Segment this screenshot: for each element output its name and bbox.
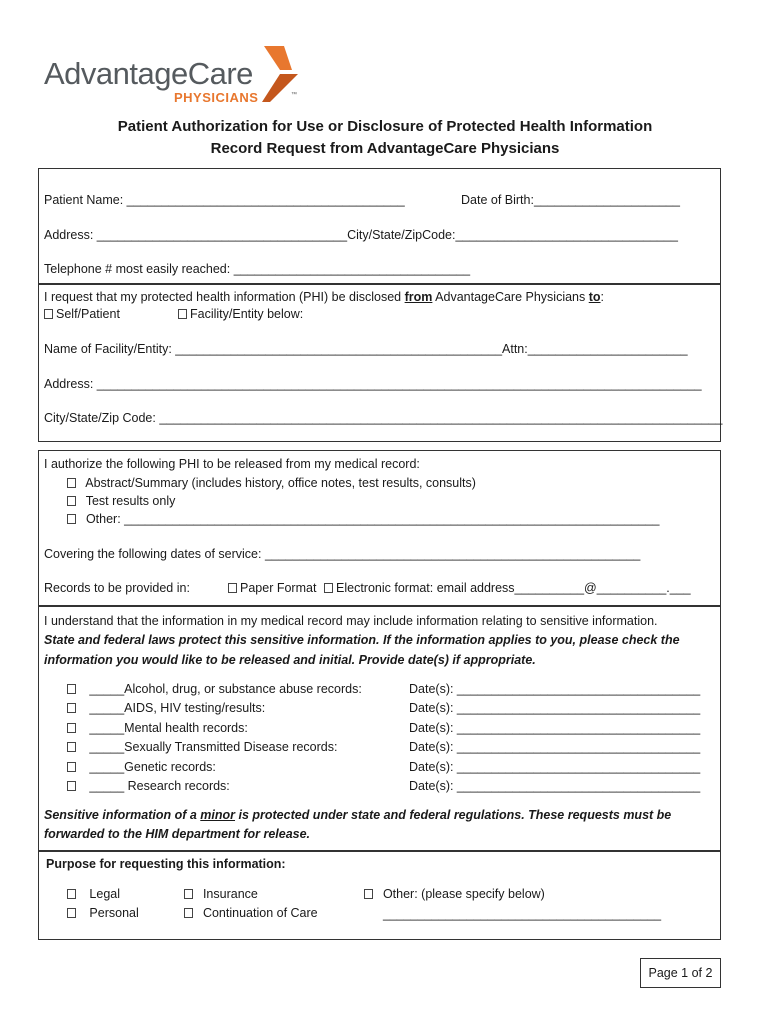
- checkbox[interactable]: [364, 889, 373, 899]
- checkbox[interactable]: [67, 742, 76, 752]
- sensitive-date-aids[interactable]: Date(s): ___________________________________: [409, 701, 701, 715]
- checkbox[interactable]: [178, 309, 187, 319]
- telephone-field[interactable]: Telephone # most easily reached: __________________________________: [44, 262, 471, 276]
- checkbox[interactable]: [67, 908, 76, 918]
- purpose-legal-option[interactable]: Legal: [67, 886, 120, 902]
- checkbox[interactable]: [67, 781, 76, 791]
- purpose-personal-option[interactable]: Personal: [67, 905, 139, 921]
- checkbox[interactable]: [67, 762, 76, 772]
- phi-item-test-results[interactable]: Test results only: [67, 493, 175, 509]
- phi-item-abstract[interactable]: Abstract/Summary (includes history, office notes, test results, consults): [67, 475, 476, 491]
- purpose-insurance-option[interactable]: Insurance: [184, 886, 258, 902]
- facility-name-field[interactable]: Name of Facility/Entity: _______________________________________________Attn:_______________________: [44, 342, 688, 356]
- checkbox[interactable]: [67, 703, 76, 713]
- form-subtitle: Record Request from AdvantageCare Physicians: [210, 140, 560, 157]
- sensitive-item-std[interactable]: _____Sexually Transmitted Disease records:: [67, 739, 337, 755]
- phi-item-other[interactable]: Other: _____________________________________________________________________________: [67, 511, 659, 527]
- dates-of-service-field[interactable]: Covering the following dates of service: ______________________________________________________: [44, 547, 641, 561]
- checkbox[interactable]: [228, 583, 237, 593]
- sensitive-notice-1: State and federal laws protect this sensitive information. If the information applies to you, please check the: [44, 633, 680, 647]
- facility-city-field[interactable]: City/State/Zip Code: _________________________________________________________________________________: [44, 411, 723, 425]
- records-format-label: Records to be provided in:: [44, 581, 190, 595]
- sensitive-date-research[interactable]: Date(s): ___________________________________: [409, 779, 701, 793]
- checkbox[interactable]: [67, 496, 76, 506]
- sensitive-date-substance[interactable]: Date(s): ___________________________________: [409, 682, 701, 696]
- phi-intro: I authorize the following PHI to be released from my medical record:: [44, 457, 420, 471]
- facility-option[interactable]: Facility/Entity below:: [178, 306, 303, 322]
- sensitive-item-substance[interactable]: _____Alcohol, drug, or substance abuse records:: [67, 681, 362, 697]
- logo-wordmark: AdvantageCare: [44, 56, 253, 91]
- checkbox[interactable]: [67, 889, 76, 899]
- checkbox[interactable]: [44, 309, 53, 319]
- minor-notice: Sensitive information of a minor is protected under state and federal regulations. These requests must be: [44, 808, 672, 822]
- checkbox[interactable]: [184, 908, 193, 918]
- logo-subtitle: PHYSICIANS: [174, 90, 259, 105]
- date-of-birth-field[interactable]: Date of Birth:_____________________: [461, 193, 680, 207]
- paper-format-option[interactable]: Paper Format: [228, 580, 316, 596]
- sensitive-item-mental[interactable]: _____Mental health records:: [67, 720, 248, 736]
- form-title: Patient Authorization for Use or Disclosure of Protected Health Information: [117, 118, 653, 135]
- purpose-other-option[interactable]: Other: (please specify below): [364, 886, 545, 902]
- purpose-heading: Purpose for requesting this information:: [46, 857, 286, 871]
- logo-tm: ™: [291, 92, 297, 98]
- purpose-other-field[interactable]: ________________________________________: [383, 907, 662, 921]
- sensitive-item-aids[interactable]: _____AIDS, HIV testing/results:: [67, 700, 265, 716]
- electronic-format-option[interactable]: Electronic format: email address__________@__________.___: [324, 580, 691, 596]
- facility-address-field[interactable]: Address: _______________________________________________________________________________________: [44, 377, 702, 391]
- checkbox[interactable]: [67, 723, 76, 733]
- sensitive-notice-2: information you would like to be released and initial. Provide date(s) if appropriate.: [44, 653, 536, 667]
- checkbox[interactable]: [184, 889, 193, 899]
- minor-notice-2: forwarded to the HIM department for release.: [44, 827, 311, 841]
- sensitive-intro: I understand that the information in my medical record may include information relating to sensitive information.: [44, 614, 658, 628]
- disclosure-statement: I request that my protected health information (PHI) be disclosed from AdvantageCare Physicians to:: [44, 290, 605, 304]
- checkbox[interactable]: [67, 514, 76, 524]
- self-patient-option[interactable]: Self/Patient: [44, 306, 120, 322]
- checkbox[interactable]: [67, 684, 76, 694]
- patient-address-field[interactable]: Address: ____________________________________City/State/ZipCode:________________________________: [44, 228, 678, 242]
- sensitive-date-mental[interactable]: Date(s): ___________________________________: [409, 721, 701, 735]
- checkbox[interactable]: [324, 583, 333, 593]
- page-number: Page 1 of 2: [640, 958, 721, 988]
- sensitive-item-genetic[interactable]: _____Genetic records:: [67, 759, 216, 775]
- patient-name-field[interactable]: Patient Name: ________________________________________: [44, 193, 405, 207]
- purpose-continuation-option[interactable]: Continuation of Care: [184, 905, 318, 921]
- sensitive-date-std[interactable]: Date(s): ___________________________________: [409, 740, 701, 754]
- sensitive-item-research[interactable]: _____ Research records:: [67, 778, 230, 794]
- checkbox[interactable]: [67, 478, 76, 488]
- sensitive-date-genetic[interactable]: Date(s): ___________________________________: [409, 760, 701, 774]
